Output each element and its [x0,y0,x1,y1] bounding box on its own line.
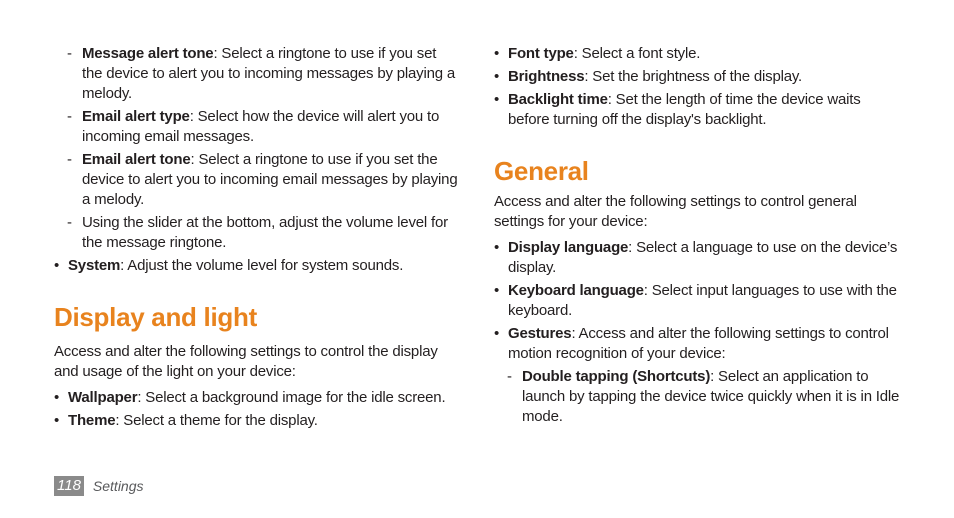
item-term: Display language [508,239,629,256]
item-text: : Set the length of time the device waits before turning off the display's backlight. [508,91,861,128]
item-text: : Select a theme for the display. [115,412,318,429]
item-text: : Set the brightness of the display. [584,68,803,85]
bullet-marker: • [494,325,500,342]
bullet-marker: • [54,257,60,274]
item-term: Brightness [508,68,585,85]
item-text: : Select an application to launch by tapping the device twice quickly when it is in Idle mode. [522,368,900,425]
list-item-keyboard-language [494,281,904,321]
list-item-display-language [494,238,904,278]
list-item-font-type [494,44,904,64]
list-item-theme [54,411,459,431]
item-term: System [68,257,121,274]
list-item-brightness [494,67,904,87]
section-heading-display-and-light: Display and light [54,302,257,332]
item-text: : Access and alter the following settings to control motion recognition of your device: [508,325,889,362]
page-number: 118 [54,476,84,496]
item-term: Message alert tone [82,45,214,62]
list-item-system [54,256,459,276]
section-intro: Access and alter the following settings to control general settings for your device: [494,193,857,230]
item-text: Using the slider at the bottom, adjust the volume level for the message ringtone. [82,214,448,251]
list-item-double-tapping [494,367,904,427]
item-text: : Select a font style. [573,45,701,62]
list-item-volume-slider [54,213,459,253]
item-term: Theme [68,412,116,429]
bullet-marker: • [494,282,500,299]
bullet-marker: • [54,412,60,429]
item-text: : Select how the device will alert you to incoming email messages. [82,108,440,145]
bullet-marker: • [54,389,60,406]
list-item-email-alert-tone [54,150,459,210]
bullet-marker: • [494,45,500,62]
item-text: : Select a ringtone to use if you set the device to alert you to incoming messages by playing a melody. [82,45,455,102]
list-item-message-alert-tone [54,44,459,104]
item-term: Gestures [508,325,572,342]
item-text: : Select a language to use on the device’s display. [508,239,898,276]
section-intro: Access and alter the following settings to control the display and usage of the light on your device: [54,343,438,380]
dash-marker: - [67,214,72,231]
item-text: : Adjust the volume level for system sounds. [120,257,404,274]
right-column [494,44,904,430]
section-heading-general: General [494,156,589,186]
item-term: Double tapping (Shortcuts) [522,368,711,385]
item-term: Keyboard language [508,282,644,299]
list-item-gestures [494,324,904,364]
bullet-marker: • [494,91,500,108]
item-term: Email alert tone [82,151,191,168]
bullet-marker: • [494,239,500,256]
item-text: : Select a background image for the idle screen. [137,389,446,406]
item-text: : Select a ringtone to use if you set the device to alert you to incoming email messages by playing a melody. [82,151,458,208]
footer-section-name: Settings [92,478,144,494]
dash-marker: - [67,45,72,62]
item-term: Backlight time [508,91,608,108]
dash-marker: - [67,151,72,168]
item-text: : Select input languages to use with the keyboard. [508,282,897,319]
dash-marker: - [67,108,72,125]
dash-marker: - [507,368,512,385]
item-term: Wallpaper [68,389,138,406]
item-term: Email alert type [82,108,190,125]
item-term: Font type [508,45,574,62]
page-footer [54,476,144,496]
bullet-marker: • [494,68,500,85]
list-item-backlight-time [494,90,904,130]
left-column [54,44,459,434]
list-item-wallpaper [54,388,459,408]
list-item-email-alert-type [54,107,459,147]
